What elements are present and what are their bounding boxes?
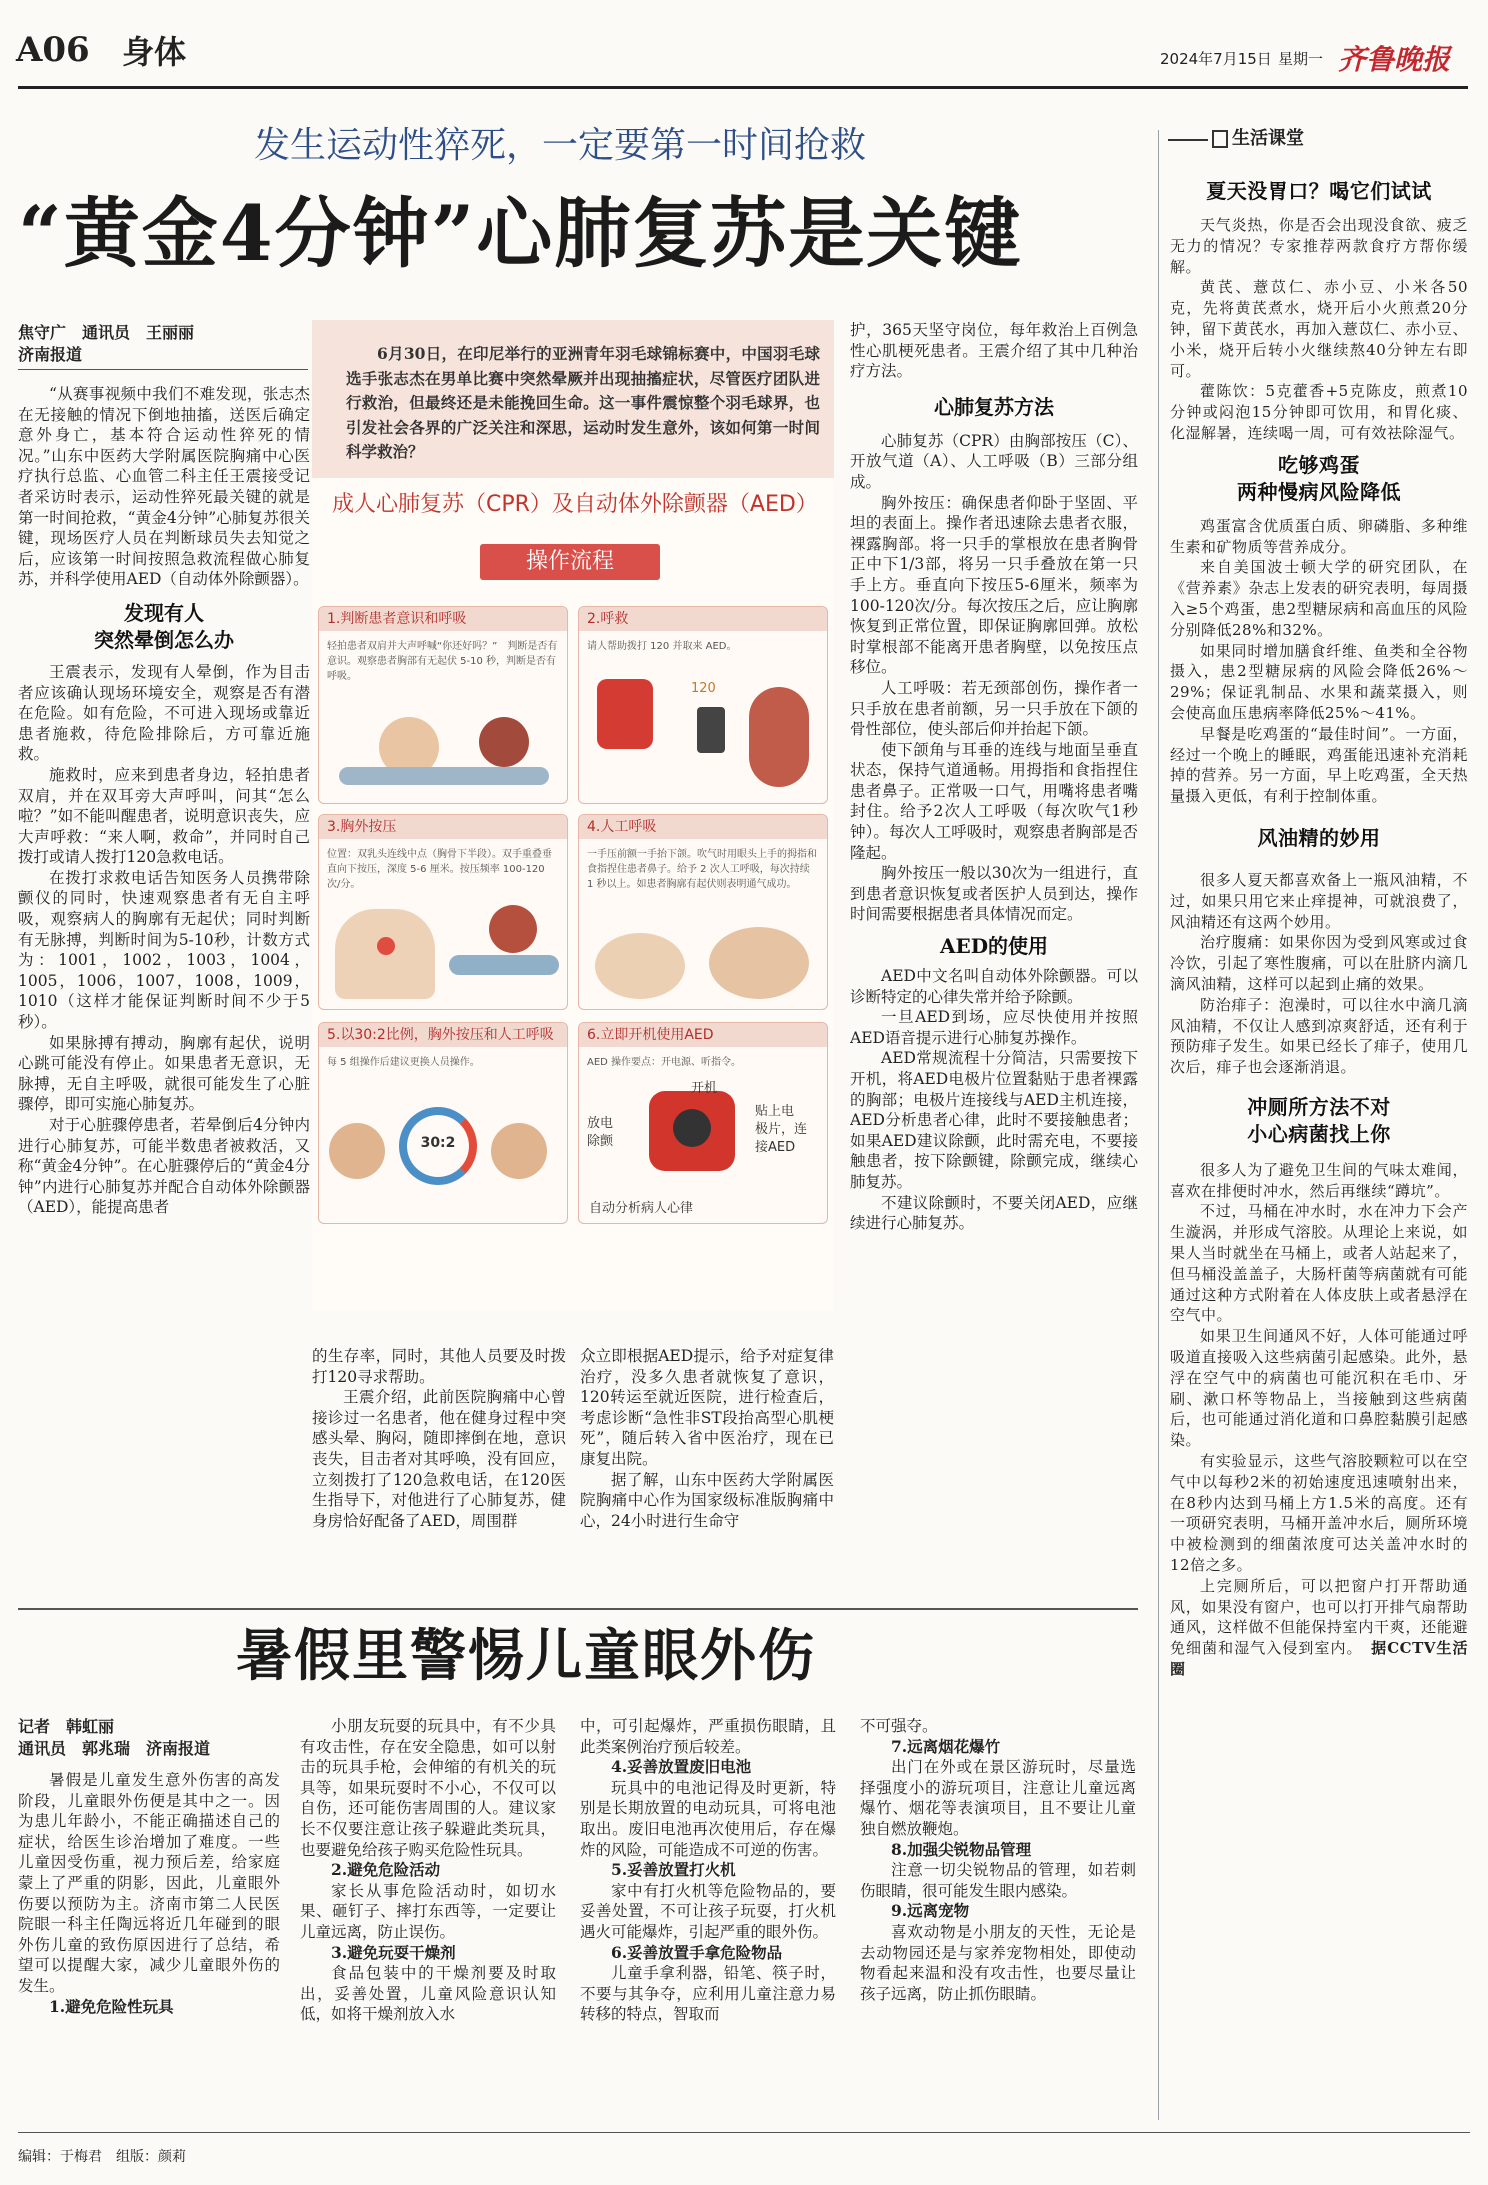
paragraph: 不可强夺。 — [860, 1717, 938, 1735]
paragraph: 护，365天坚守岗位，每年救治上百例急性心肌梗死患者。王震介绍了其中几种治疗方法。 — [850, 321, 1138, 381]
step-5-panel — [318, 1022, 568, 1224]
paragraph: 天气炎热，你是否会出现没食欲、疲乏无力的情况？专家推荐两款食疗方帮你缓解。 — [1170, 216, 1468, 276]
step-5-label: 5.以30:2比例，胸外按压和人工呼吸 — [319, 1023, 567, 1047]
tip-heading: 5.妥善放置打火机 — [611, 1860, 736, 1880]
sidebar-rule — [1168, 139, 1208, 141]
aed-analyze-label: 自动分析病人心律 — [589, 1201, 694, 1216]
aed-power-label: 开机 — [691, 1081, 718, 1096]
tip-heading: 1.避免危险性玩具 — [49, 1996, 174, 2016]
paragraph: AED常规流程十分简洁，只需要按下开机，将AED电极片位置黏贴于患者裸露的胸部；电极片连接线与AED主机连接，AED分析患者心律，此时不要接触患者；如果AED建议除颤，此时需充电，不要接触患者，按下除颤键，除颤完成，继续心肺复苏。 — [850, 1049, 1138, 1191]
lead-text: 6月30日，在印尼举行的亚洲青年羽毛球锦标赛中，中国羽毛球选手张志杰在男单比赛中突然晕厥并出现抽搐症状，尽管医疗团队进行救治，但最终还是未能挽回生命。这一事件震惊整个羽毛球界，也引发社会各界的广泛关注和深思，运动时发生意外，该如何第一时间科学救治？ — [346, 344, 820, 461]
article1-byline — [18, 322, 308, 366]
paragraph: 中，可引起爆炸，严重损伤眼睛，且此类案例治疗预后较差。 — [580, 1717, 836, 1756]
step-1-text: 轻拍患者双肩并大声呼喊“你还好吗？” 判断是否有意识。观察患者胸部有无起伏 5-10 秒，判断是否有呼吸。 — [327, 641, 558, 682]
tip-heading: 2.避免危险活动 — [331, 1860, 441, 1880]
sidebar-column — [1170, 164, 1468, 2124]
tip-heading: 9.远离宠物 — [891, 1901, 970, 1921]
paragraph: 家长从事危险活动时，如切水果、砸钉子、摔打东西等，一定要让儿童远离，防止误伤。 — [300, 1881, 556, 1941]
lead-box — [312, 320, 834, 496]
paragraph: 如果卫生间通风不好，人体可能通过呼吸道直接吸入这些病菌引起感染。此外，悬浮在空气中的病菌也可能沉积在毛巾、牙刷、漱口杯等物品上，当接触到这些病菌后，也可能通过消化道和口鼻腔黏膜引起感染。 — [1170, 1327, 1468, 1450]
paragraph: 王震介绍，此前医院胸痛中心曾接诊过一名患者，他在健身过程中突感头晕、胸闷，随即摔倒在地，意识丧失，目击者对其呼唤，没有回应，立刻拨打了120急救电话，在120医生指导下，对他进行了心肺复苏，健身房恰好配备了AED，周围群 — [312, 1388, 566, 1530]
article2-column-4 — [860, 1716, 1136, 2116]
article1-column-4 — [850, 320, 1138, 1600]
step-6-text: AED 操作要点：开电源、听指令。 — [587, 1057, 742, 1068]
footer-editor: 编辑：于梅君 组版：颜莉 — [18, 2149, 186, 2165]
article1-column-1 — [18, 384, 310, 1597]
step-3-panel — [318, 814, 568, 1010]
article1-column-3 — [580, 1346, 834, 1598]
paragraph: 如果脉搏有搏动，胸廓有起伏，说明心跳可能没有停止。如果患者无意识，无脉搏，无自主呼吸，就很可能发生了心脏骤停，即可实施心肺复苏。 — [18, 1033, 310, 1114]
step-6-panel — [578, 1022, 828, 1224]
paragraph: 藿陈饮：5克藿香+5克陈皮，煎煮10分钟或闷泡15分钟即可饮用，和胃化痰、化湿解暑，连续喝一周，可有效祛除湿气。 — [1170, 382, 1468, 442]
paragraph: 小朋友玩耍的玩具中，有不少具有攻击性，存在安全隐患，如可以射击的玩具手枪，会伸缩的有机关的玩具等，如果玩耍时不小心，不仅可以自伤，还可能伤害周围的人。建议家长不仅要注意让孩子躲避此类玩具，也要避免给孩子购买危险性玩具。 — [300, 1717, 556, 1859]
paragraph: 不建议除颤时，不要关闭AED，应继续进行心肺复苏。 — [850, 1193, 1138, 1233]
subheading-aed-usage: AED的使用 — [939, 934, 1049, 959]
article1-kicker: 发生运动性猝死，一定要第一时间抢救 — [253, 125, 866, 166]
step-4-text: 一手压前额一手抬下颌。吹气时用眼头上手的拇指和食指捏住患者鼻子。给予 2 次人工呼吸，每次持续 1 秒以上。如患者胸廓有起伏则表明通气成功。 — [587, 849, 817, 890]
paragraph: 不过，马桶在冲水时，水在冲力下会产生漩涡，并形成气溶胶。从理论上来说，如果人当时就坐在马桶上，或者人站起来了，但马桶没盖盖子，大肠杆菌等病菌就有可能通过这种方式附着在人体皮肤上或者悬浮在空气中。 — [1170, 1202, 1468, 1325]
paragraph: 胸外按压一般以30次为一组进行，直到患者意识恢复或者医护人员到达，操作时间需要根据患者具体情况而定。 — [850, 864, 1138, 924]
paragraph: 心肺复苏（CPR）由胸部按压（C）、开放气道（A）、人工呼吸（B）三部分组成。 — [850, 431, 1138, 491]
paragraph: 一旦AED到场，应尽快使用并按照AED语音提示进行心肺复苏操作。 — [850, 1008, 1138, 1047]
paragraph: 对于心脏骤停患者，若晕倒后4分钟内进行心肺复苏，可能半数患者被救活，又称“黄金4分钟”。在心脏骤停后的“黄金4分钟”内进行心肺复苏并配合自动体外除颤器（AED），能提高患者 — [18, 1116, 310, 1217]
subheading-cpr-method: 心肺复苏方法 — [934, 394, 1054, 419]
paragraph: 喜欢动物是小朋友的天性，无论是去动物园还是与家养宠物相处，即使动物看起来温和没有攻击性，也要尽量让孩子远离，防止抓伤眼睛。 — [860, 1922, 1136, 2003]
rescuer-illustration — [479, 717, 529, 767]
paragraph: 众立即根据AED提示，给予对症复律治疗，没多久患者就恢复了意识，120转运至就近医院，进行检查后，考虑诊断“急性非ST段抬高型心肌梗死”，随后转入省中医治疗，现在已康复出院。 — [580, 1347, 834, 1468]
step-5-text: 每 5 组操作后建议更换人员操作。 — [327, 1057, 480, 1068]
paragraph: 防治痱子：泡澡时，可以往水中滴几滴风油精，不仅让人感到凉爽舒适，还有利于预防痱子发生。如果已经长了痱子，使用几次后，痱子也会逐渐消退。 — [1170, 995, 1468, 1077]
compression-illustration — [449, 955, 559, 975]
rescuer-illustration — [489, 905, 537, 953]
paragraph: 如果同时增加膳食纤维、鱼类和全谷物摄入，患2型糖尿病的风险会降低26%～29%；保证乳制品、水果和蔬菜摄入，则会使高血压患病率降低25%～41%。 — [1170, 641, 1468, 722]
article2-divider — [18, 1608, 1138, 1610]
paragraph-text: 上完厕所后，可以把窗户打开帮助通风，如果没有窗户，也可以打开排气扇帮助通风，这样做不但能保持室内干爽，还能避免细菌和湿气入侵到室内。 — [1170, 1576, 1468, 1658]
byline-rule — [18, 369, 308, 370]
source-credit: 据CCTV生活圈 — [1170, 1639, 1468, 1679]
paragraph: 施救时，应来到患者身边，轻拍患者双肩，并在双耳旁大声呼叫，问其“怎么啦？”如不能叫醒患者，说明意识丧失，应大声呼救：“来人啊，救命”，并同时自己拨打或请人拨打120急救电话。 — [18, 765, 310, 867]
step-2-label: 2.呼救 — [579, 607, 827, 631]
article2-column-3 — [580, 1716, 836, 2116]
step-6-label: 6.立即开机使用AED — [579, 1023, 827, 1047]
caller-illustration — [749, 687, 809, 787]
paragraph — [1170, 1576, 1468, 1680]
ratio-label: 30:2 — [420, 1135, 456, 1151]
newspaper-logo: 齐鲁晚报 — [1338, 43, 1451, 76]
infographic-banner-label: 操作流程 — [525, 549, 614, 574]
article2-byline — [18, 1716, 278, 1760]
sidebar-heading-toilet: 冲厕所方法不对 小心病菌找上你 — [1247, 1094, 1391, 1146]
paragraph: 很多人为了避免卫生间的气味太难闻，喜欢在排便时冲水，然后再继续“蹲坑”。 — [1170, 1160, 1468, 1200]
call-number: 120 — [691, 681, 716, 696]
paragraph: 黄芪、薏苡仁、赤小豆、小米各50克，先将黄芪煮水，烧开后小火煎煮20分钟，留下黄芪水，再加入薏苡仁、赤小豆、小米，烧开后转小火继续熬40分钟左右即可。 — [1170, 278, 1468, 380]
paragraph: 的生存率，同时，其他人员要及时拨打120寻求帮助。 — [312, 1347, 566, 1386]
step-1-label: 1.判断患者意识和呼吸 — [319, 607, 567, 631]
step-2-panel — [578, 606, 828, 804]
paragraph: 食品包装中的干燥剂要及时取出，妥善处置，儿童风险意识认知低，如将干燥剂放入水 — [300, 1964, 556, 2024]
article2-column-1 — [18, 1770, 280, 2116]
article2-column-2 — [300, 1716, 556, 2116]
paragraph: 来自美国波士顿大学的研究团队，在《营养素》杂志上发表的研究表明，每周摄入≥5个鸡蛋，患2型糖尿病和高血压的风险分别降低28%和32%。 — [1170, 558, 1468, 639]
byline-correspondents: 通讯员 郭兆瑞 济南报道 — [18, 1739, 211, 1758]
phone-icon — [697, 707, 725, 753]
paragraph: 王震表示，发现有人晕倒，作为目击者应该确认现场环境安全，观察是否有潜在危险。如有危险，不可进入现场或靠近患者施救，待危险排除后，方可靠近施救。 — [18, 662, 310, 764]
footer-rule — [18, 2132, 1470, 2133]
article2-headline: 暑假里警惕儿童眼外伤 — [236, 1623, 816, 1689]
header-rule — [18, 86, 1468, 89]
tip-heading: 8.加强尖锐物品管理 — [891, 1839, 1032, 1859]
issue-weekday: 星期一 — [1278, 50, 1324, 68]
paragraph: 胸外按压：确保患者仰卧于坚固、平坦的表面上。操作者迅速除去患者衣服，裸露胸部。将一只手的掌根放在患者胸骨正中下1/3部，将另一只手叠放在第一只手上方。垂直向下按压5-6厘米，频率为100-120次/分。每次按压之后，应让胸廓恢复到正常位置，即保证胸廓回弹。放松时掌根部不能离开患者胸壁，以免按压点移位。 — [850, 493, 1138, 677]
section-name: 身体 — [122, 33, 187, 71]
step-4-label: 4.人工呼吸 — [579, 815, 827, 839]
paragraph: 早餐是吃鸡蛋的“最佳时间”。一方面，经过一个晚上的睡眠，鸡蛋能迅速补充消耗掉的营养。另一方面，早上吃鸡蛋，全天热量摄入更低，有利于控制体重。 — [1170, 724, 1468, 806]
paragraph: 鸡蛋富含优质蛋白质、卵磷脂、多种维生素和矿物质等营养成分。 — [1170, 516, 1468, 556]
byline-reporter: 记者 韩虹丽 — [18, 1717, 115, 1736]
sidebar-heading-appetite: 夏天没胃口？喝它们试试 — [1206, 179, 1432, 203]
paragraph: 据了解，山东中医药大学附属医院胸痛中心作为国家级标准版胸痛中心，24小时进行生命守 — [580, 1470, 834, 1530]
byline-location: 济南报道 — [18, 345, 83, 364]
sidebar-box-icon — [1212, 130, 1228, 148]
sidebar-divider — [1158, 130, 1159, 2120]
paragraph: 很多人夏天都喜欢备上一瓶风油精，不过，如果只用它来止痒提神，可就浪费了，风油精还有这两个妙用。 — [1170, 870, 1468, 931]
tip-heading: 7.远离烟花爆竹 — [891, 1736, 1001, 1756]
compression-point-icon — [377, 937, 395, 955]
paragraph: 家中有打火机等危险物品的，要妥善处置，不可让孩子玩耍，打火机遇火可能爆炸，引起严重的眼外伤。 — [580, 1881, 836, 1941]
step-3-text: 位置：双乳头连线中点（胸骨下半段）。双手重叠垂直向下按压，深度 5-6 厘米。按压频率 100-120 次/分。 — [327, 849, 552, 890]
paragraph: AED中文名叫自动体外除颤器。可以诊断特定的心律失常并给予除颤。 — [850, 967, 1138, 1006]
sidebar-header — [1168, 126, 1470, 154]
infographic-title: 成人心肺复苏（CPR）及自动体外除颤器（AED） — [332, 492, 818, 517]
cpr-infographic — [312, 478, 834, 1310]
head-tilt-illustration — [595, 933, 685, 999]
rescuer-illustration — [491, 1123, 547, 1179]
sidebar-heading-eggs: 吃够鸡蛋 两种慢病风险降低 — [1237, 452, 1401, 504]
paragraph: 人工呼吸：若无颈部创伤，操作者一只手放在患者前额，另一只手放在下颌的骨性部位，使头部后仰并抬起下颌。 — [850, 678, 1138, 739]
byline-reporters: 焦守广 通讯员 王丽丽 — [18, 323, 195, 342]
subheading-fainting: 发现有人 突然晕倒怎么办 — [94, 600, 234, 652]
aed-screen-icon — [673, 1109, 711, 1147]
paragraph: 有实验显示，这些气溶胶颗粒可以在空气中以每秒2米的初始速度迅速喷射出来，在8秒内达到马桶上方1.5米的高度。还有一项研究表明，马桶开盖冲水后，厕所环境中被检测到的细菌浓度可达关盖冲水时的12倍之多。 — [1170, 1452, 1468, 1575]
paragraph: 注意一切尖锐物品的管理，如若刺伤眼睛，很可能发生眼内感染。 — [860, 1861, 1136, 1900]
step-3-label: 3.胸外按压 — [319, 815, 567, 839]
tip-heading: 6.妥善放置手拿危险物品 — [611, 1942, 783, 1962]
paragraph: 玩具中的电池记得及时更新，特别是长期放置的电动玩具，可将电池取出。废旧电池再次使用后，存在爆炸的风险，可能造成不可逆的伤害。 — [580, 1778, 836, 1859]
paragraph: 儿童手拿利器，铅笔、筷子时，不要与其争夺，应利用儿童注意力易转移的特点，智取而 — [580, 1964, 836, 2024]
paragraph: 使下颌角与耳垂的连线与地面呈垂直状态，保持气道通畅。用拇指和食指捏住患者鼻子。正常吸一口气，用嘴将患者嘴封住。给予2次人工呼吸（每次吹气1秒钟）。每次人工呼吸时，观察患者胸部是否隆起。 — [850, 740, 1138, 862]
paragraph: 治疗腹痛：如果你因为受到风寒或过食冷饮，引起了寒性腹痛，可以在肚脐内滴几滴风油精，这样可以起到止痛的效果。 — [1170, 933, 1468, 993]
paragraph: “从赛事视频中我们不难发现，张志杰在无接触的情况下倒地抽搐，送医后确定意外身亡，基本符合运动性猝死的情况。”山东中医药大学附属医院胸痛中心医疗执行总监、心血管二科主任王震接受记者采访时表示，运动性猝死最关键的就是第一时间抢救，“黄金4分钟”心肺复苏很关键，现场医疗人员在判断球员失去知觉之后，应该第一时间按照急救流程做心肺复苏，并科学使用AED（自动体外除颤器）。 — [18, 385, 310, 589]
step-1-panel — [318, 606, 568, 804]
article1-column-2 — [312, 1346, 566, 1598]
aed-device-icon — [597, 679, 653, 749]
paragraph: 暑假是儿童发生意外伤害的高发阶段，儿童眼外伤便是其中之一。因为患儿年龄小，不能正确描述自己的症状，给医生诊治增加了难度。一些儿童因受伤重，视力预后差，给家庭蒙上了严重的阴影，因此，儿童眼外伤要以预防为主。济南市第二人民医院眼一科主任陶远将近几年碰到的眼外伤儿童的致伤原因进行了总结，希望可以提醒大家，减少儿童眼外伤的发生。 — [18, 1771, 280, 1995]
rescue-breath-illustration — [709, 927, 809, 999]
sidebar-title: 生活课堂 — [1232, 128, 1304, 149]
paragraph: 在拨打求救电话告知医务人员携带除颤仪的同时，快速观察患者有无自主呼吸，观察病人的胸廓有无起伏；同时判断有无脉搏，判断时间为5-10秒，计数方式为：1001，1002，1003，1004，1005，1006，1007，1008，1009，1010（这样才能保证判断时间不少于5秒）。 — [18, 868, 310, 1032]
article1-headline: “黄金4分钟”心肺复苏是关键 — [18, 189, 1023, 278]
aed-pads-label: 贴上电 极片，连 接AED — [755, 1104, 808, 1155]
sidebar-heading-balm: 风油精的妙用 — [1257, 825, 1381, 850]
rescuer-illustration — [329, 1123, 385, 1179]
step-4-panel — [578, 814, 828, 1010]
tip-heading: 3.避免玩耍干燥剂 — [331, 1942, 456, 1962]
step-2-text: 请人帮助拨打 120 并取来 AED。 — [587, 641, 737, 652]
page-number: A06 — [16, 30, 90, 70]
aed-shock-label: 放电 除颤 — [587, 1116, 614, 1149]
patient-illustration — [339, 767, 549, 785]
paragraph: 出门在外或在景区游玩时，尽量选择强度小的游玩项目，注意让儿童远离爆竹、烟花等表演项目，且不要让儿童独自燃放鞭炮。 — [860, 1758, 1136, 1838]
tip-heading: 4.妥善放置废旧电池 — [611, 1757, 752, 1777]
issue-date: 2024年7月15日 — [1160, 50, 1272, 68]
